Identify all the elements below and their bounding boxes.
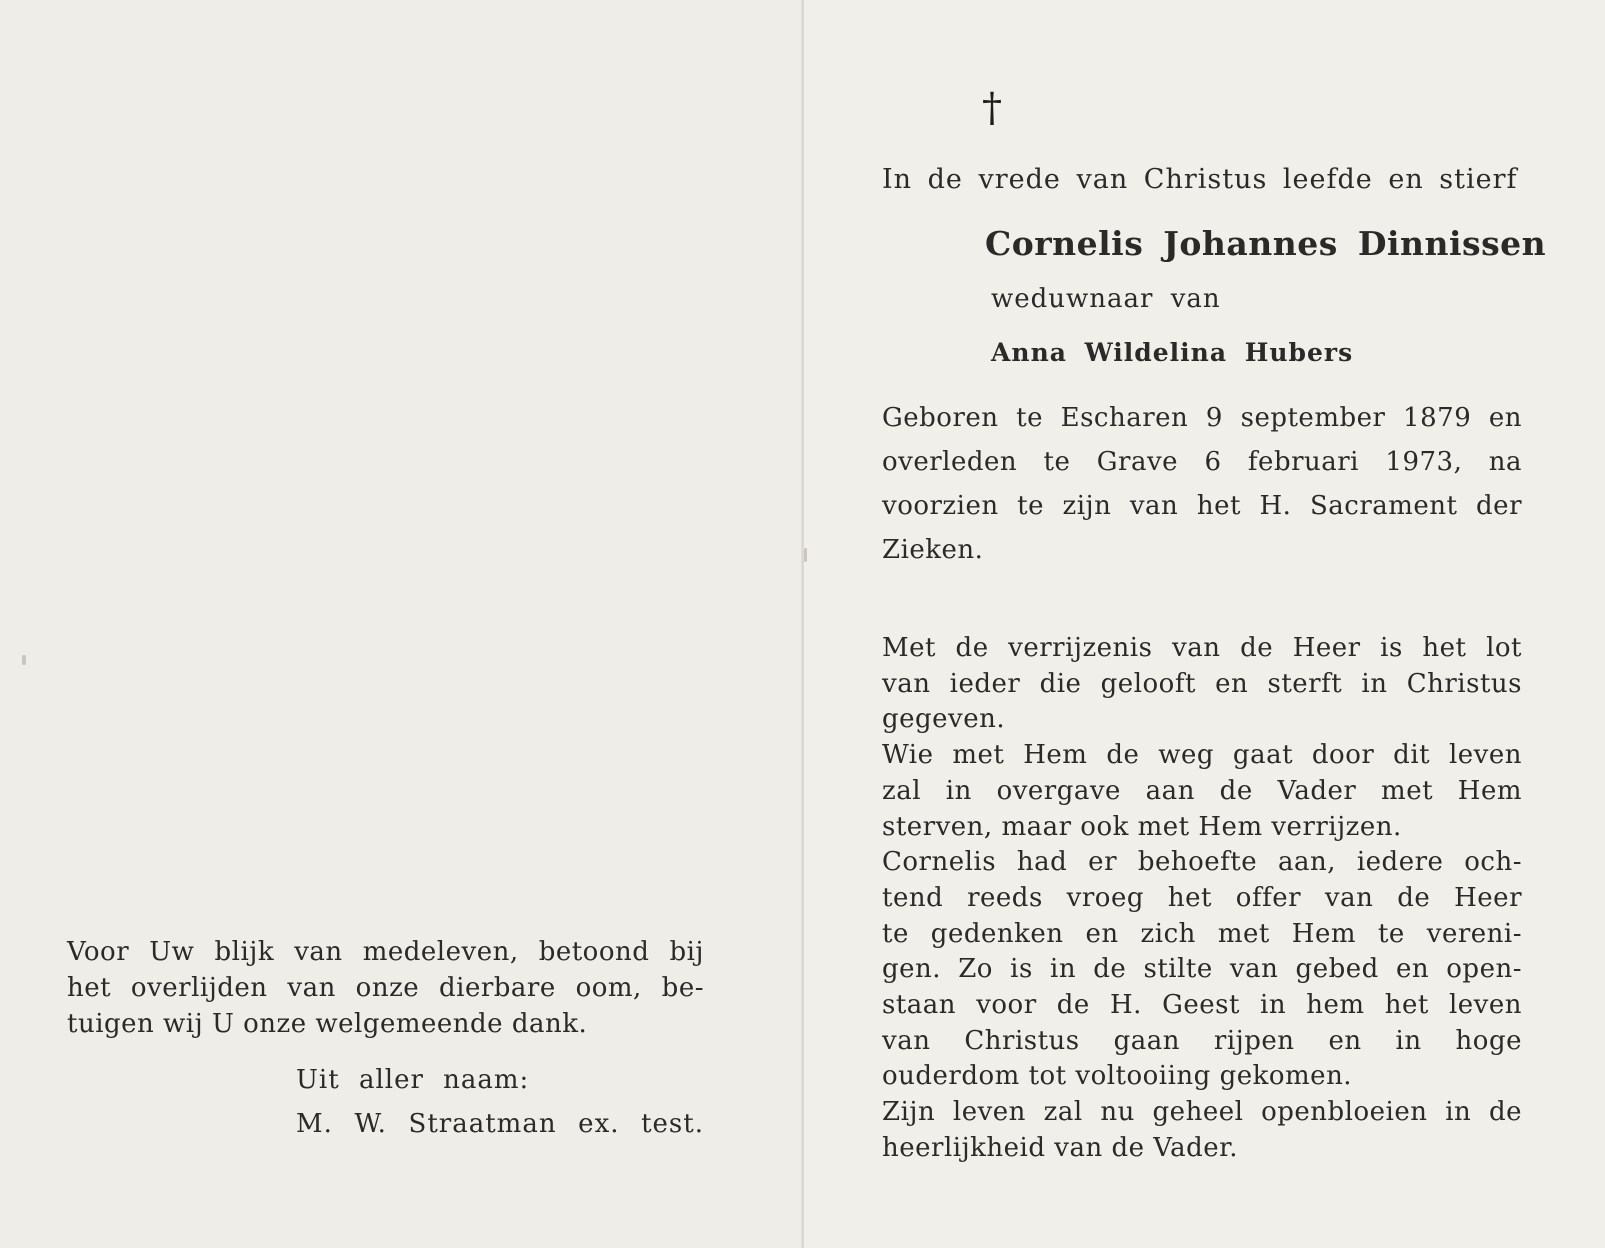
thanks-line: Voor Uw blijk van medeleven, betoond bij — [67, 937, 704, 967]
prayer-line: zal in overgave aan de Vader met Hem — [882, 775, 1522, 806]
prayer-line: van Christus gaan rijpen en in hoge — [882, 1025, 1522, 1056]
paper-speck — [22, 655, 26, 665]
prayer-text — [882, 631, 1522, 1167]
prayer-line: ouderdom tot voltooiing gekomen. — [882, 1061, 1353, 1092]
left-panel — [0, 0, 802, 1248]
prayer-line: Met de verrijzenis van de Heer is het lot — [882, 633, 1522, 663]
prayer-line: tend reeds vroeg het offer van de Heer — [882, 882, 1522, 913]
birth-death-text — [882, 396, 1522, 572]
prayer-line: Zijn leven zal nu geheel openbloeien in de — [882, 1097, 1522, 1128]
birth-line: voorzien te zijn van het H. Sacrament der — [882, 491, 1522, 521]
prayer-line: gen. Zo is in de stilte van gebed en open- — [882, 954, 1522, 985]
deceased-name: Cornelis Johannes Dinnissen — [985, 224, 1547, 263]
birth-line: Zieken. — [882, 535, 984, 565]
prayer-line: te gedenken en zich met Hem te vereni- — [882, 918, 1522, 949]
birth-line: Geboren te Escharen 9 september 1879 en — [882, 403, 1522, 433]
thanks-line: het overlijden van onze dierbare oom, be- — [67, 973, 704, 1003]
signoff: Uit aller naam: — [296, 1065, 530, 1095]
cross-icon: † — [982, 85, 1002, 131]
birth-line: overleden te Grave 6 februari 1973, na — [882, 447, 1522, 477]
prayer-line: heerlijkheid van de Vader. — [882, 1132, 1239, 1163]
prayer-line: van ieder die gelooft en sterft in Christus — [882, 668, 1522, 699]
thanks-line: tuigen wij U onze welgemeende dank. — [67, 1009, 588, 1039]
prayer-line: Cornelis had er behoefte aan, iedere och- — [882, 847, 1522, 878]
prayer-line: sterven, maar ook met Hem verrijzen. — [882, 811, 1402, 842]
intro-line: In de vrede van Christus leefde en stierf — [882, 164, 1518, 195]
prayer-line: gegeven. — [882, 704, 1006, 735]
signature: M. W. Straatman ex. test. — [296, 1109, 704, 1139]
prayer-line: Wie met Hem de weg gaat door dit leven — [882, 740, 1522, 771]
prayer-line: staan voor de H. Geest in hem het leven — [882, 990, 1522, 1021]
paper-speck — [804, 548, 807, 562]
widower-label: weduwnaar van — [991, 284, 1221, 314]
spouse-name: Anna Wildelina Hubers — [991, 338, 1354, 367]
thanks-message — [67, 934, 704, 1042]
